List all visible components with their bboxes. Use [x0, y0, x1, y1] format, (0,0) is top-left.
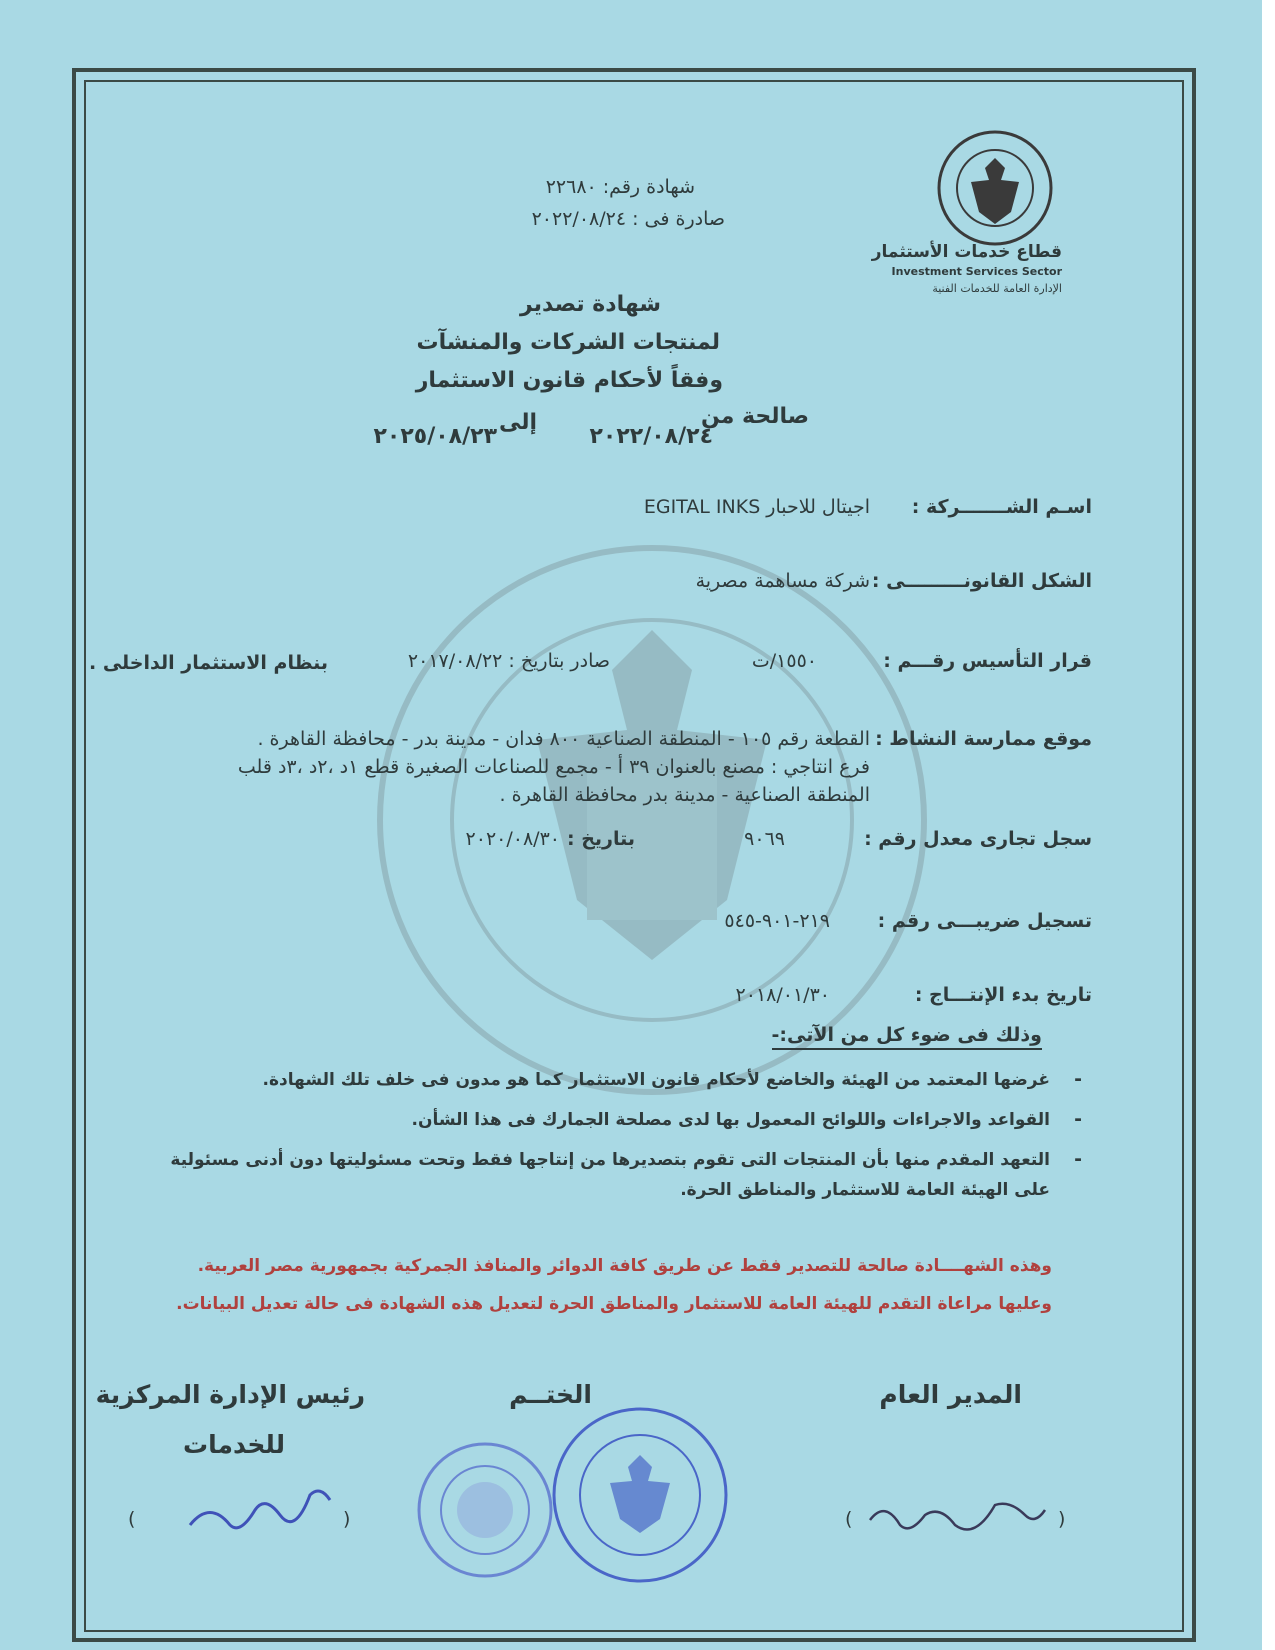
issue-date: صادرة فى : ٢٠٢٢/٠٨/٢٤: [531, 208, 725, 230]
commercial-register-label: سجل تجارى معدل رقم :: [864, 828, 1092, 850]
production-start-value: ٢٠١٨/٠١/٣٠: [735, 984, 830, 1006]
certificate-number: شهادة رقم: ٢٢٦٨٠: [545, 176, 695, 198]
central-admin-title-2: للخدمات: [182, 1430, 285, 1459]
founding-number: ١٥٥٠/ت: [751, 650, 817, 672]
condition-item-3: التعهد المقدم منها بأن المنتجات التى تقوم بتصديرها من إنتاجها فقط وتحت مسئوليتها دون أدنى مسئولية: [170, 1150, 1050, 1170]
stamp-title: الختــم: [509, 1380, 592, 1409]
founding-date: صادر بتاريخ : ٢٠١٧/٠٨/٢٢: [407, 650, 610, 672]
legal-form-label: الشكل القانونـــــــــى :: [871, 570, 1092, 592]
valid-from-label: صالحة من: [700, 404, 809, 429]
round-stamp-right: [550, 1405, 730, 1585]
title-line-3: وفقاً لأحكام قانون الاستثمار: [415, 368, 723, 393]
note-line-1: وهذه الشهــــادة صالحة للتصدير فقط عن طريق كافة الدوائر والمنافذ الجمركية بجمهورية مصر العربية.: [197, 1256, 1052, 1276]
condition-dash-2: -: [1074, 1108, 1082, 1130]
note-line-2: وعليها مراعاة التقدم للهيئة العامة للاستثمار والمناطق الحرة لتعديل هذه الشهادة فى حالة تعديل البيانات.: [176, 1294, 1052, 1314]
director-signature: [860, 1490, 1060, 1540]
conditions-heading: وذلك فى ضوء كل من الآتى:-: [772, 1024, 1042, 1050]
round-stamp-left: [415, 1440, 555, 1580]
title-line-1: شهادة تصدير: [520, 292, 661, 317]
head-sig-paren-open: (: [128, 1508, 136, 1530]
watermark-seal: [372, 540, 932, 1100]
company-value: اجيتال للاحبار EGITAL INKS: [643, 496, 870, 518]
valid-to-date: ٢٠٢٥/٠٨/٢٣: [373, 424, 497, 449]
head-signature: [180, 1485, 340, 1545]
condition-item-1: غرضها المعتمد من الهيئة والخاضع لأحكام قانون الاستثمار كما هو مدون فى خلف تلك الشهادة.: [262, 1070, 1050, 1090]
org-line-1: قطاع خدمات الأستثمار: [871, 242, 1062, 262]
director-sig-paren-close: ): [1058, 1508, 1066, 1530]
company-label: اسـم الشـــــــركة :: [911, 496, 1092, 518]
commercial-date-label: بتاريخ :: [566, 828, 635, 850]
location-label: موقع ممارسة النشاط :: [875, 728, 1092, 750]
tax-registration-value: ٢١٩-٩٠١-٥٤٥: [724, 910, 830, 932]
head-sig-paren-close: ): [343, 1508, 351, 1530]
valid-to-label: إلى: [498, 410, 537, 435]
authority-logo: [935, 128, 1055, 248]
central-admin-title: رئيس الإدارة المركزية: [95, 1380, 365, 1409]
director-sig-paren-open: (: [845, 1508, 853, 1530]
location-line-3: المنطقة الصناعية - مدينة بدر محافظة القاهرة .: [499, 784, 870, 806]
legal-form-value: شركة مساهمة مصرية: [695, 570, 870, 592]
commercial-register-number: ٩٠٦٩: [744, 828, 785, 850]
condition-item-4: على الهيئة العامة للاستثمار والمناطق الحرة.: [680, 1180, 1050, 1200]
title-line-2: لمنتجات الشركات والمنشآت: [416, 330, 720, 355]
tax-registration-label: تسجيل ضريبـــى رقم :: [877, 910, 1092, 932]
org-line-3: الإدارة العامة للخدمات الفنية: [932, 282, 1062, 295]
valid-from-date: ٢٠٢٢/٠٨/٢٤: [589, 424, 713, 449]
condition-dash-3: -: [1074, 1148, 1082, 1170]
location-line-1: القطعة رقم ١٠٥ - المنطقة الصناعية ٨٠٠ فدان - مدينة بدر - محافظة القاهرة .: [257, 728, 870, 750]
condition-item-2: القواعد والاجراءات واللوائح المعمول بها لدى مصلحة الجمارك فى هذا الشأن.: [411, 1110, 1050, 1130]
founding-label: قرار التأسيس رقـــم :: [883, 650, 1092, 672]
org-line-2: Investment Services Sector: [891, 265, 1062, 278]
commercial-date: ٢٠٢٠/٠٨/٣٠: [465, 828, 560, 850]
director-title: المدير العام: [879, 1380, 1022, 1409]
founding-system: بنظام الاستثمار الداخلى .: [89, 652, 328, 674]
production-start-label: تاريخ بدء الإنتـــاج :: [914, 984, 1092, 1006]
location-line-2: فرع انتاجي : مصنع بالعنوان ٣٩ أ - مجمع للصناعات الصغيرة قطع ١د ،٢د ،٣د قلب: [237, 756, 870, 778]
condition-dash-1: -: [1074, 1068, 1082, 1090]
